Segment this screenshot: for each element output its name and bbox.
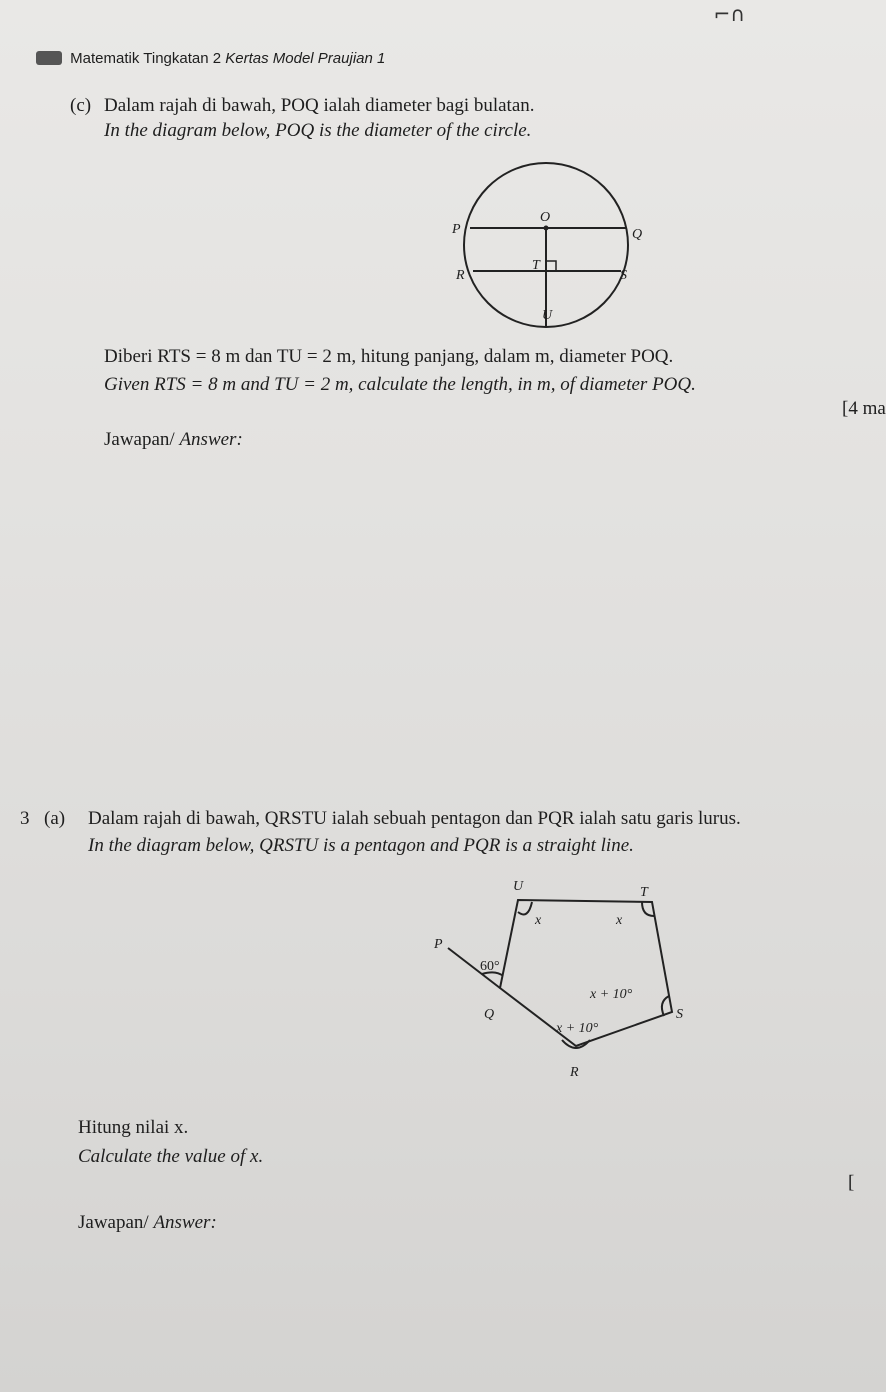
q3a-label: (a): [44, 808, 66, 829]
q3a-answer-label: Jawapan/ Answer:: [78, 1212, 217, 1233]
label-q: Q: [632, 227, 643, 242]
q3a-task-en: Calculate the value of x.: [78, 1146, 264, 1167]
right-angle-mark: [546, 261, 556, 271]
q2c-text-en: In the diagram below, POQ is the diameter of the circle.: [104, 120, 532, 141]
q2c-marks: [4 ma: [842, 398, 886, 419]
label-r: R: [570, 1065, 579, 1080]
label-p: P: [452, 222, 461, 237]
circle-diagram: [440, 145, 670, 330]
centre-point-o: [544, 226, 549, 231]
q3a-marks: [: [848, 1172, 855, 1193]
q3-number: 3: [20, 808, 30, 829]
label-p: P: [434, 937, 443, 952]
angle-label-u: x: [535, 913, 542, 928]
q2c-label: (c): [70, 95, 92, 116]
label-o: O: [540, 210, 551, 225]
angle-label-r: x + 10°: [556, 1021, 599, 1036]
q3a-text-en: In the diagram below, QRSTU is a pentagon and PQR is a straight line.: [88, 835, 634, 856]
q2c-given-en: Given RTS = 8 m and TU = 2 m, calculate the length, in m, of diameter POQ.: [104, 374, 696, 395]
q3a-text-ms: Dalam rajah di bawah, QRSTU ialah sebuah pentagon dan PQR ialah satu garis lurus.: [88, 808, 741, 829]
q2c-answer-label: Jawapan/ Answer:: [104, 429, 243, 450]
label-s: S: [620, 268, 627, 283]
q3a-task-ms: Hitung nilai x.: [78, 1117, 189, 1138]
label-u: U: [542, 308, 553, 323]
page-corner-scribble: ⌐∩: [713, 2, 745, 26]
publisher-logo-icon: [36, 51, 62, 65]
angle-arc-u: [518, 902, 532, 914]
label-t: T: [532, 258, 540, 273]
label-r: R: [456, 268, 465, 283]
label-u: U: [513, 879, 524, 894]
angle-label-t: x: [616, 913, 623, 928]
angle-label-s: x + 10°: [590, 987, 633, 1002]
q2c-given-ms: Diberi RTS = 8 m dan TU = 2 m, hitung panjang, dalam m, diameter POQ.: [104, 346, 674, 367]
page-header: [36, 50, 385, 67]
q2c-text-ms: Dalam rajah di bawah, POQ ialah diameter bagi bulatan.: [104, 95, 535, 116]
label-t: T: [640, 885, 648, 900]
label-s: S: [676, 1007, 683, 1022]
pentagon-diagram: [420, 870, 683, 1085]
label-q: Q: [484, 1007, 495, 1022]
header-paper: Kertas Model Praujian 1: [225, 50, 386, 67]
angle-label-q: 60°: [480, 959, 500, 974]
header-subject: Matematik Tingkatan 2: [70, 50, 222, 67]
